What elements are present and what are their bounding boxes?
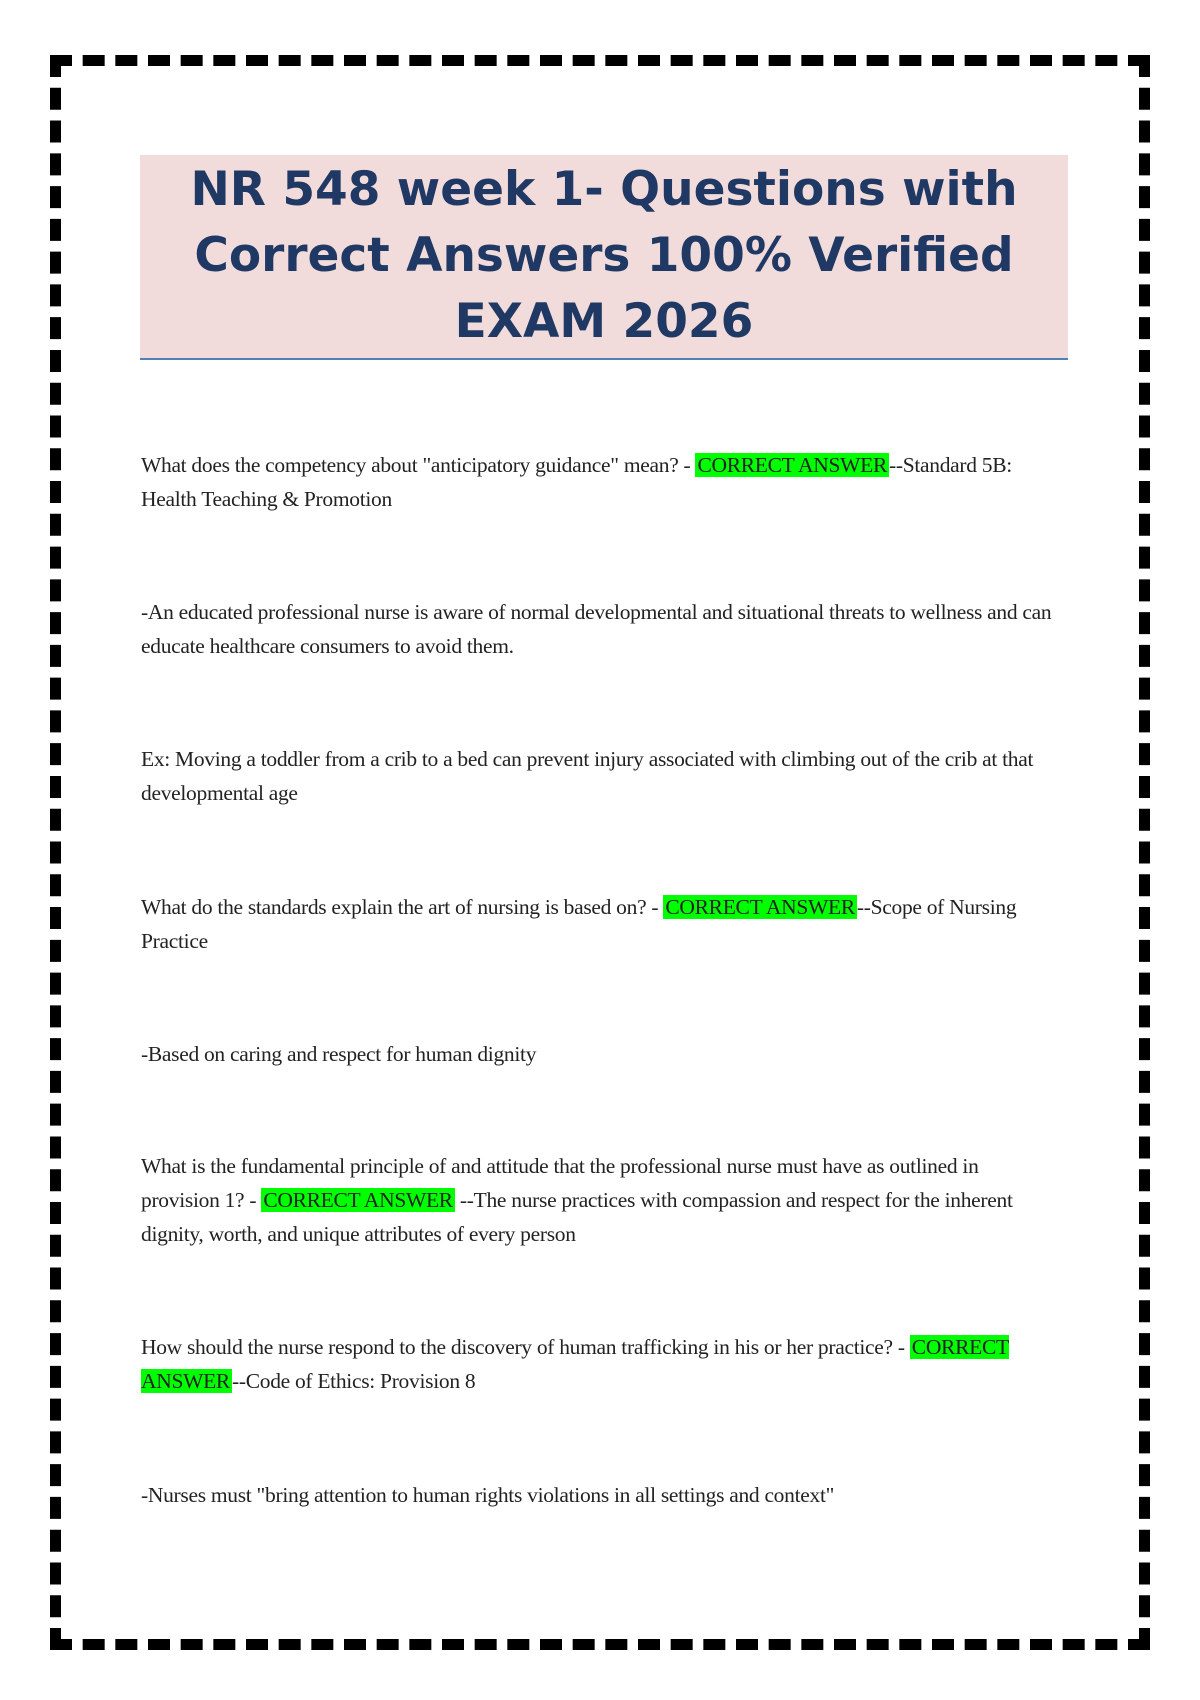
answer-detail-paragraph	[141, 1037, 1061, 1071]
correct-answer-highlight: CORRECT ANSWER	[665, 895, 855, 919]
document-title: NR 548 week 1- Questions with Correct Answers 100% Verified EXAM 2026	[190, 162, 1018, 349]
question-paragraph	[141, 1330, 1061, 1398]
answer-text: --Scope of Nursing Practice	[141, 895, 1017, 953]
question-paragraph	[141, 1149, 1061, 1251]
detail-text: -An educated professional nurse is aware of normal developmental and situational threats to wellness and can educate healthcare consumers to avoid them.	[141, 600, 1052, 658]
correct-answer-highlight: CORRECT ANSWER	[697, 453, 887, 477]
answer-text: --The nurse practices with compassion and respect for the inherent dignity, worth, and unique attributes of every person	[141, 1188, 1013, 1246]
answer-text: --Code of Ethics: Provision 8	[231, 1369, 476, 1393]
detail-text: -Based on caring and respect for human dignity	[141, 1042, 537, 1066]
answer-detail-paragraph	[141, 595, 1061, 663]
question-text: What is the fundamental principle of and attitude that the professional nurse must have as outlined in provision 1? -	[141, 1154, 979, 1212]
question-text: What do the standards explain the art of nursing is based on? -	[141, 895, 664, 919]
answer-detail-paragraph	[141, 1478, 1061, 1512]
detail-text: -Nurses must "bring attention to human rights violations in all settings and context"	[141, 1483, 835, 1507]
title-banner	[140, 155, 1068, 360]
question-text: What does the competency about "anticipatory guidance" mean? -	[141, 453, 696, 477]
question-paragraph	[141, 890, 1061, 958]
example-paragraph	[141, 742, 1061, 810]
question-paragraph	[141, 448, 1061, 516]
answer-text: --Standard 5B: Health Teaching & Promotion	[141, 453, 1012, 511]
correct-answer-highlight: CORRECT ANSWER	[141, 1335, 1009, 1393]
correct-answer-highlight: CORRECT ANSWER	[263, 1188, 453, 1212]
example-text: Ex: Moving a toddler from a crib to a bed can prevent injury associated with climbing out of the crib at that developmental age	[141, 747, 1034, 805]
question-text: How should the nurse respond to the discovery of human trafficking in his or her practice? -	[141, 1335, 910, 1359]
